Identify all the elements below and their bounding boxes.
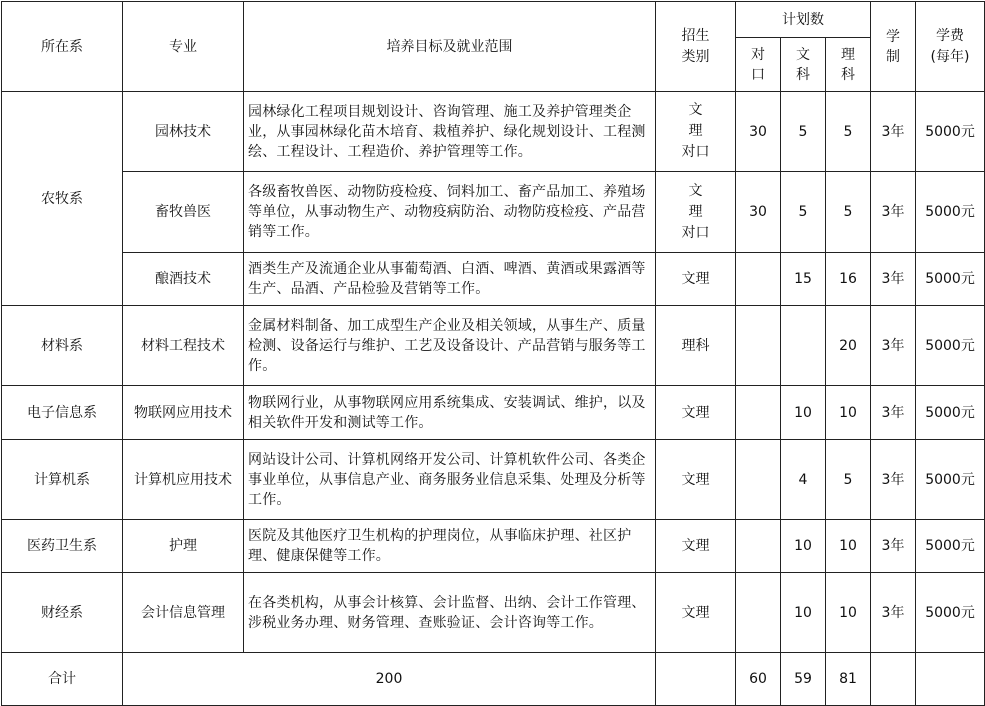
wenke-cell: 10: [781, 386, 826, 440]
type-cell: 文理: [656, 520, 736, 573]
wenke-cell: 5: [781, 92, 826, 172]
like-cell: 10: [826, 520, 871, 573]
fee-cell: 5000元: [916, 172, 985, 253]
table-row: [2, 306, 985, 386]
table-row: [2, 386, 985, 440]
years-cell: 3年: [871, 306, 916, 386]
scope-cell: 金属材料制备、加工成型生产企业及相关领域，从事生产、质量检测、设备运行与维护、工艺及设备设计、产品营销与服务等工作。: [244, 306, 656, 386]
major-cell: 计算机应用技术: [123, 440, 244, 520]
wenke-cell: 10: [781, 573, 826, 653]
scope-cell: 医院及其他医疗卫生机构的护理岗位，从事临床护理、社区护理、健康保健等工作。: [244, 520, 656, 573]
dept-cell: 农牧系: [2, 92, 123, 306]
wenke-cell: 5: [781, 172, 826, 253]
type-cell: 文理: [656, 386, 736, 440]
scope-cell: 物联网行业，从事物联网应用系统集成、安装调试、维护，以及相关软件开发和测试等工作。: [244, 386, 656, 440]
header-dept: 所在系: [2, 2, 123, 92]
major-cell: 园林技术: [123, 92, 244, 172]
table-row: [2, 253, 985, 306]
scope-cell: 园林绿化工程项目规划设计、咨询管理、施工及养护管理类企业，从事园林绿化苗木培育、栽植养护、绿化规划设计、工程测绘、工程设计、工程造价、养护管理等工作。: [244, 92, 656, 172]
fee-cell: 5000元: [916, 520, 985, 573]
years-cell: 3年: [871, 440, 916, 520]
header-enroll-type: 招生 类别: [656, 2, 736, 92]
like-cell: 5: [826, 440, 871, 520]
like-cell: 10: [826, 386, 871, 440]
dept-cell: 财经系: [2, 573, 123, 653]
header-years: 学制: [871, 2, 916, 92]
table-row: [2, 440, 985, 520]
major-cell: 会计信息管理: [123, 573, 244, 653]
type-cell: 文理: [656, 573, 736, 653]
duikou-cell: [736, 306, 781, 386]
major-cell: 畜牧兽医: [123, 172, 244, 253]
duikou-cell: [736, 573, 781, 653]
fee-cell: 5000元: [916, 440, 985, 520]
major-cell: 物联网应用技术: [123, 386, 244, 440]
total-years-cell: [871, 653, 916, 706]
scope-cell: 酒类生产及流通企业从事葡萄酒、白酒、啤酒、黄酒或果露酒等生产、品酒、产品检验及营销等工作。: [244, 253, 656, 306]
like-cell: 5: [826, 172, 871, 253]
total-like: 81: [826, 653, 871, 706]
scope-cell: 网站设计公司、计算机网络开发公司、计算机软件公司、各类企事业单位，从事信息产业、商务服务业信息采集、处理及分析等工作。: [244, 440, 656, 520]
years-cell: 3年: [871, 573, 916, 653]
duikou-cell: [736, 520, 781, 573]
total-type-cell: [656, 653, 736, 706]
scope-cell: 在各类机构，从事会计核算、会计监督、出纳、会计工作管理、涉税业务办理、财务管理、查账验证、会计咨询等工作。: [244, 573, 656, 653]
fee-cell: 5000元: [916, 253, 985, 306]
type-cell: 文理: [656, 253, 736, 306]
like-cell: 10: [826, 573, 871, 653]
duikou-cell: [736, 253, 781, 306]
dept-cell: 医药卫生系: [2, 520, 123, 573]
like-cell: 16: [826, 253, 871, 306]
fee-cell: 5000元: [916, 92, 985, 172]
dept-cell: 材料系: [2, 306, 123, 386]
like-cell: 20: [826, 306, 871, 386]
header-plan: 计划数: [736, 2, 871, 38]
table-row: [2, 520, 985, 573]
total-row: [2, 653, 985, 706]
total-fee-cell: [916, 653, 985, 706]
type-cell: 文理: [656, 440, 736, 520]
years-cell: 3年: [871, 253, 916, 306]
years-cell: 3年: [871, 92, 916, 172]
table-row: [2, 92, 985, 172]
duikou-cell: [736, 386, 781, 440]
header-fee: 学费 (每年): [916, 2, 985, 92]
table-row: [2, 573, 985, 653]
fee-cell: 5000元: [916, 306, 985, 386]
total-duikou: 60: [736, 653, 781, 706]
duikou-cell: 30: [736, 172, 781, 253]
years-cell: 3年: [871, 172, 916, 253]
like-cell: 5: [826, 92, 871, 172]
enrollment-plan-table: [1, 1, 985, 706]
major-cell: 酿酒技术: [123, 253, 244, 306]
dept-cell: 计算机系: [2, 440, 123, 520]
total-wenke: 59: [781, 653, 826, 706]
fee-cell: 5000元: [916, 573, 985, 653]
scope-cell: 各级畜牧兽医、动物防疫检疫、饲料加工、畜产品加工、养殖场等单位，从事动物生产、动物疫病防治、动物防疫检疫、产品营销等工作。: [244, 172, 656, 253]
total-label: 合计: [2, 653, 123, 706]
years-cell: 3年: [871, 386, 916, 440]
header-plan-duikou: 对口: [736, 38, 781, 92]
major-cell: 护理: [123, 520, 244, 573]
fee-cell: 5000元: [916, 386, 985, 440]
header-plan-wenke: 文科: [781, 38, 826, 92]
wenke-cell: [781, 306, 826, 386]
wenke-cell: 4: [781, 440, 826, 520]
duikou-cell: 30: [736, 92, 781, 172]
type-cell: 文 理 对口: [656, 92, 736, 172]
dept-cell: 电子信息系: [2, 386, 123, 440]
wenke-cell: 10: [781, 520, 826, 573]
total-sum: 200: [123, 653, 656, 706]
type-cell: 理科: [656, 306, 736, 386]
duikou-cell: [736, 440, 781, 520]
header-plan-like: 理科: [826, 38, 871, 92]
major-cell: 材料工程技术: [123, 306, 244, 386]
table-row: [2, 172, 985, 253]
header-scope: 培养目标及就业范围: [244, 2, 656, 92]
type-cell: 文 理 对口: [656, 172, 736, 253]
header-major: 专业: [123, 2, 244, 92]
years-cell: 3年: [871, 520, 916, 573]
wenke-cell: 15: [781, 253, 826, 306]
